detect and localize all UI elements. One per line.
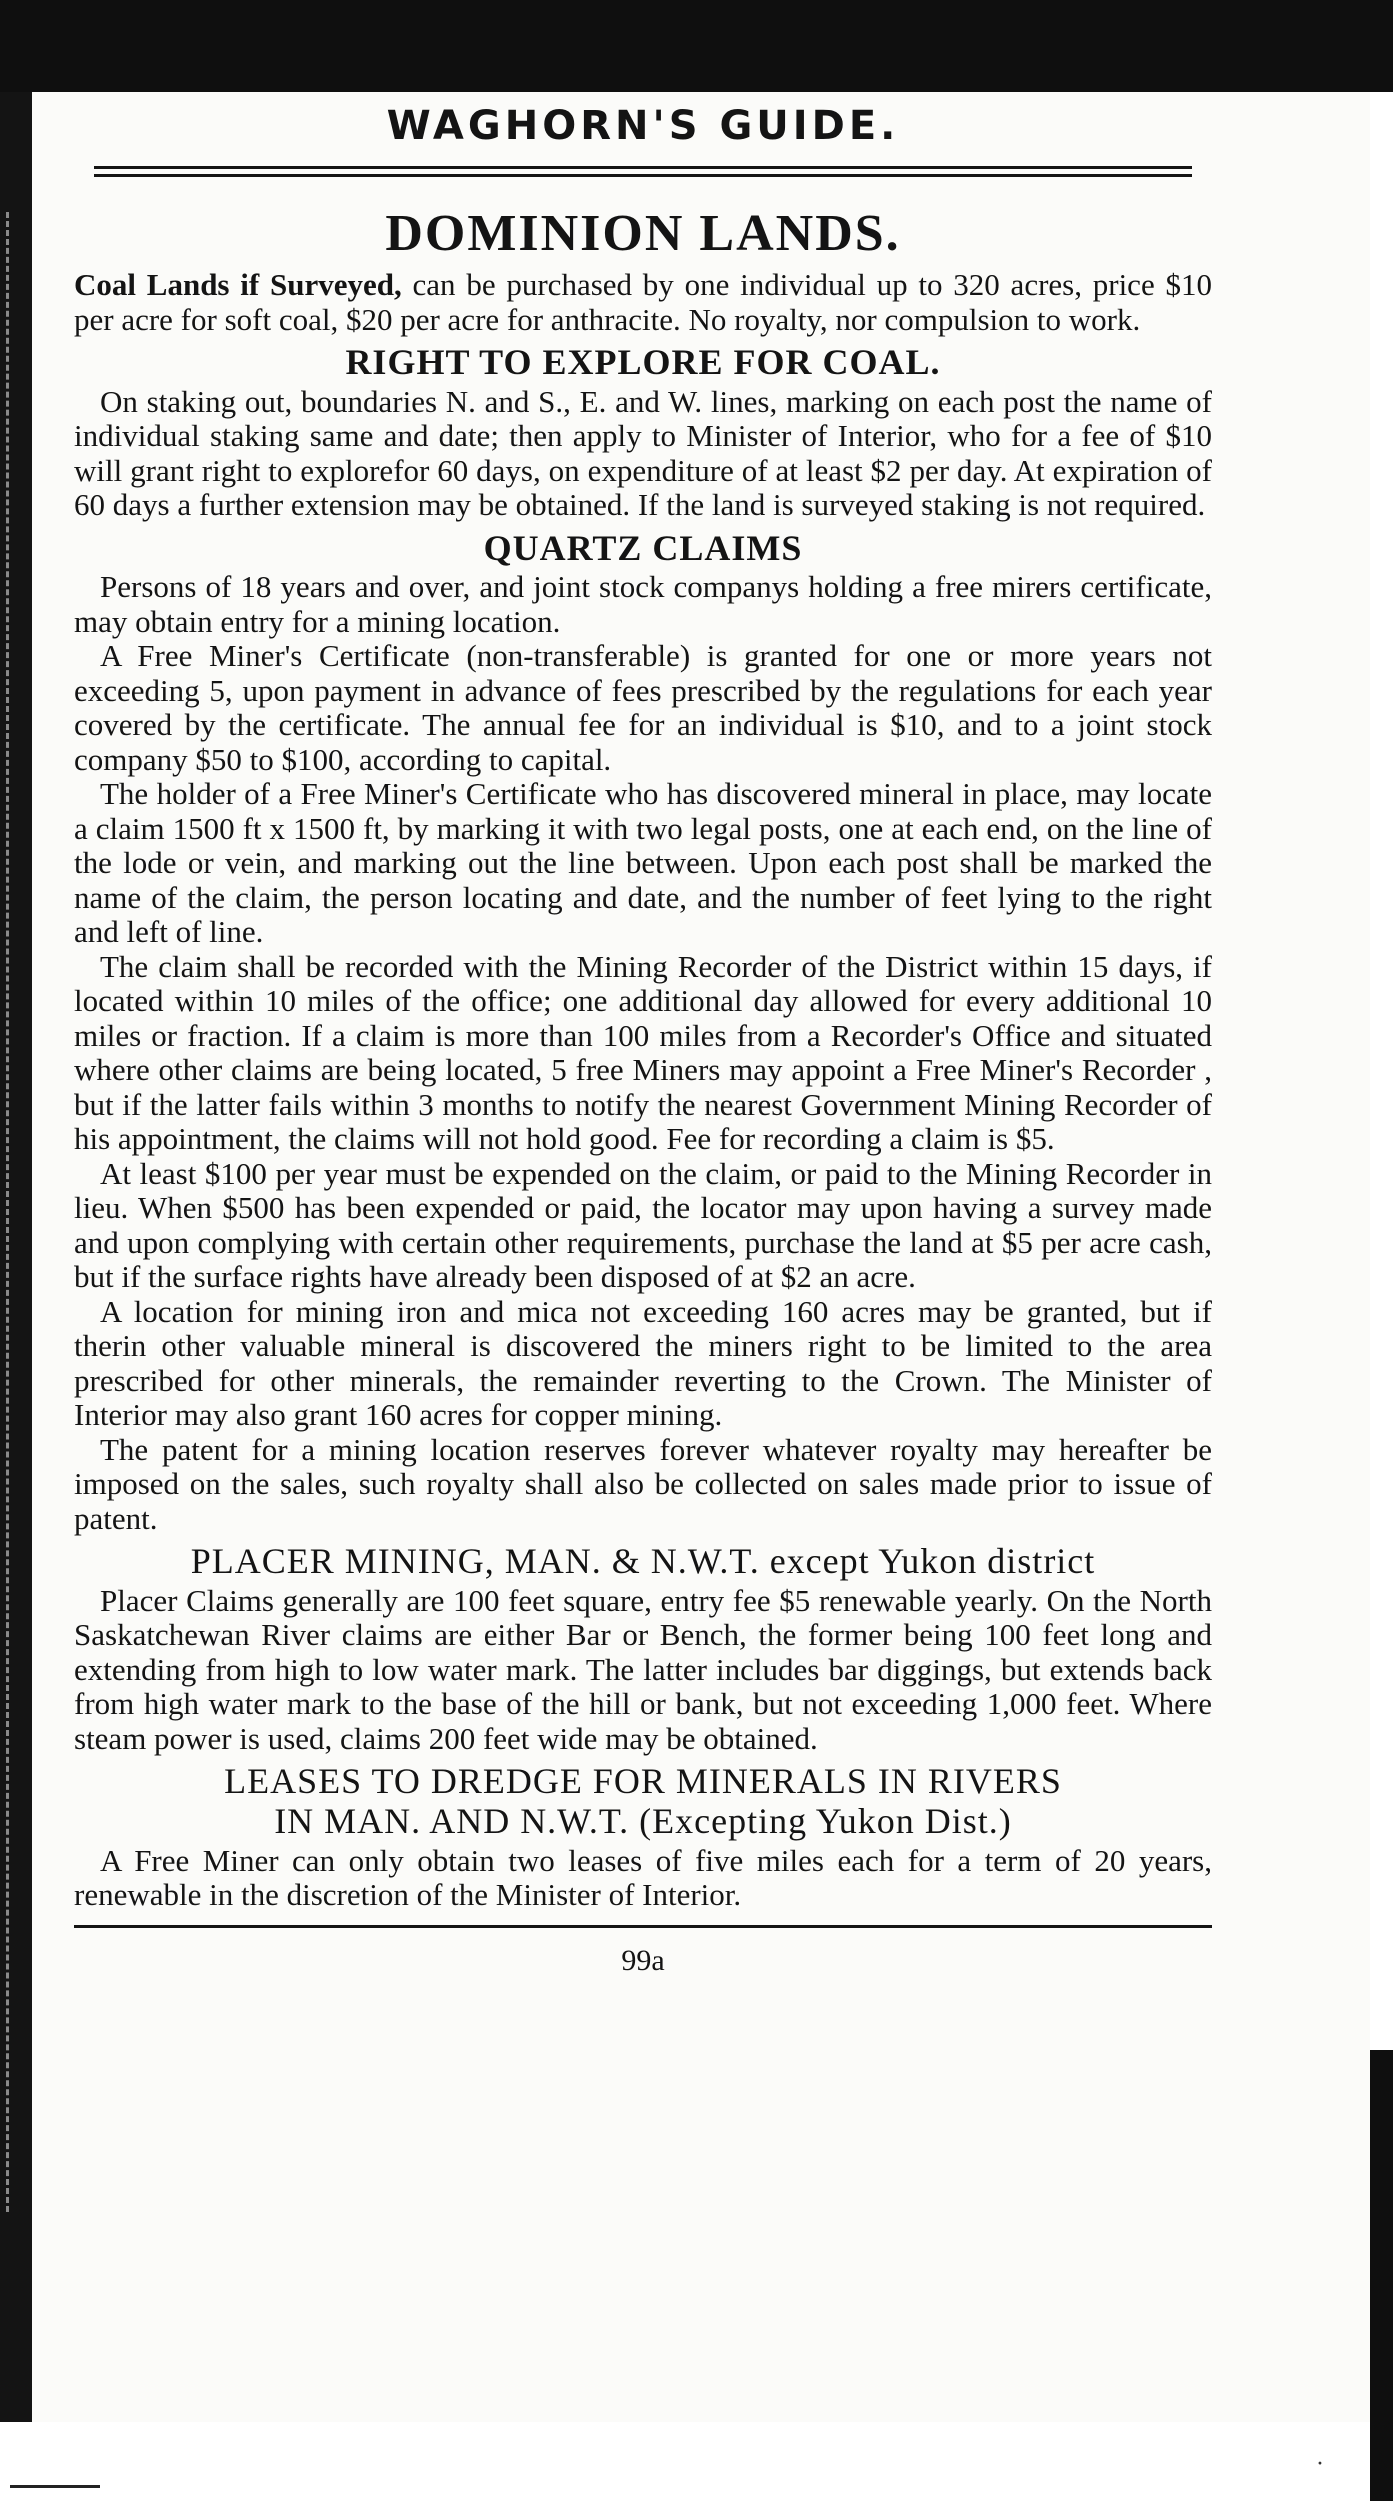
quartz-paragraph: The claim shall be recorded with the Mining Recorder of the District within 15 days, if located within 10 miles of the office; one additional day allowed for every additional 10 miles or fraction. If a claim is more than 100 miles from a Recorder's Office and situated where other claims are being located, 5 free Miners may appoint a Free Miner's Recorder , but if the latter fails within 3 months to notify the nearest Government Mining Recorder of his appointment, the claims will not hold good. Fee for recording a claim is $5.: [74, 948, 1212, 1157]
binding-edge: [6, 212, 19, 2212]
scan-edge-marks: ·: [1316, 2452, 1324, 2477]
quartz-paragraph: The patent for a mining location reserves forever whatever royalty may hereafter be imposed on the sales, such royalty shall also be collected on sales made prior to issue of patent.: [74, 1431, 1212, 1536]
quartz-paragraph: A location for mining iron and mica not exceeding 160 acres may be granted, but if therin other valuable mineral is discovered the miners right to be limited to the area prescribed for other minerals, the remainder reverting to the Crown. The Minister of Interior may also grant 160 acres for copper mining.: [74, 1293, 1212, 1433]
quartz-paragraph: Persons of 18 years and over, and joint stock companys holding a free mirers certificate, may obtain entry for a mining location.: [74, 569, 1212, 639]
coal-lands-paragraph: [74, 268, 1212, 337]
quartz-paragraph: A Free Miner's Certificate (non-transferable) is granted for one or more years not exceeding 5, upon payment in advance of fees prescribed by the regulations for each year covered by the certificate. The annual fee for an individual is $10, and to a joint stock company $50 to $100, according to capital.: [74, 638, 1212, 777]
running-head: WAGHORN'S GUIDE.: [386, 103, 900, 149]
footer-rule: [74, 1925, 1212, 1928]
section-heading-placer-mining: PLACER MINING, MAN. & N.W.T. except Yukon district: [190, 1541, 1096, 1582]
coal-lands-text: can be purchased by one individual up to 320 acres, price $10 per acre for soft coal, $20 per acre for anthracite. No royalty, nor compulsion to work.: [74, 267, 1212, 337]
scan-top-border: [0, 0, 1393, 92]
placer-mining-paragraph: Placer Claims generally are 100 feet square, entry fee $5 renewable yearly. On the North Saskatchewan River claims are either Bar or Bench, the former being 100 feet long and extending from high to low water mark. The latter includes bar diggings, but extends back from high water mark to the base of the hill or bank, but not exceeding 1,000 feet. Where steam power is used, claims 200 feet wide may be obtained.: [74, 1582, 1212, 1756]
leases-paragraph: A Free Miner can only obtain two leases of five miles each for a term of 20 years, renewable in the discretion of the Minister of Interior.: [74, 1842, 1212, 1913]
section-heading-quartz-claims: QUARTZ CLAIMS: [483, 527, 803, 568]
page-title: DOMINION LANDS.: [385, 205, 901, 262]
section-heading-leases-line2: IN MAN. AND N.W.T. (Excepting Yukon Dist.): [274, 1801, 1012, 1842]
scan-foot-mark: [10, 2485, 100, 2488]
scan-left-border: [0, 92, 32, 2422]
page-content: [74, 102, 1212, 1978]
section-heading-leases-line1: LEASES TO DREDGE FOR MINERALS IN RIVERS: [224, 1761, 1062, 1802]
coal-lands-lead: Coal Lands if Surveyed,: [74, 267, 402, 303]
section-heading-right-to-explore: RIGHT TO EXPLORE FOR COAL.: [345, 342, 941, 383]
header-double-rule: [94, 166, 1192, 169]
quartz-paragraph: At least $100 per year must be expended on the claim, or paid to the Mining Recorder in lieu. When $500 has been expended or paid, the locator may upon having a survey made and upon complying with certain other requirements, purchase the land at $5 per acre cash, but if the surface rights have already been disposed of at $2 an acre.: [74, 1155, 1212, 1295]
right-to-explore-paragraph: On staking out, boundaries N. and S., E. and W. lines, marking on each post the name of individual staking same and date; then apply to Minister of Interior, who for a fee of $10 will grant right to explorefor 60 days, on expenditure of at least $2 per day. At expiration of 60 days a further extension may be obtained. If the land is surveyed staking is not required.: [74, 383, 1212, 523]
document-page: [32, 92, 1370, 2422]
page-number: 99a: [621, 1943, 665, 1977]
quartz-paragraph: The holder of a Free Miner's Certificate who has discovered mineral in place, may locate a claim 1500 ft x 1500 ft, by marking it with two legal posts, one at each end, on the line of the lode or vein, and marking out the line between. Upon each post shall be marked the name of the claim, the person locating and date, and the number of feet lying to the right and left of line.: [74, 776, 1212, 950]
scan-right-border: [1370, 2050, 1393, 2501]
